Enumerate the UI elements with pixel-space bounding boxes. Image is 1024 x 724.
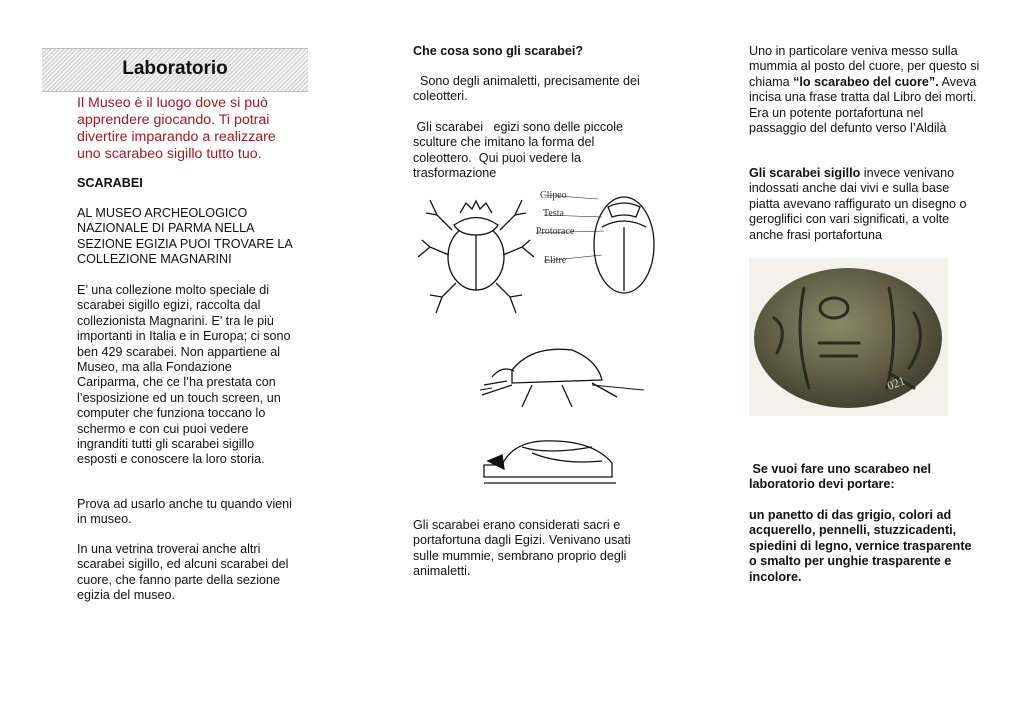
label-elitre: Elitre xyxy=(544,255,567,266)
scarab-side-sculpture-drawing xyxy=(484,441,616,483)
paragraph-sculptures: Gli scarabei egizi sono delle piccole sculture che imitano la forma del coleottero. Qui puoi vedere la trasformazione xyxy=(413,120,627,181)
intro-text: Il Museo è il luogo dove si può apprendere giocando. Ti potrai divertire imparando a realizzare uno scarabeo sigillo tutto tuo. xyxy=(77,95,276,162)
heart-text-c: Aveva incisa una frase tratta dal Libro dei morti. Era un potente portafortuna nel passaggio del defunto verso l’Aldilà xyxy=(749,74,977,136)
scarab-seal-photo xyxy=(749,258,948,416)
paragraph-showcase: In una vetrina troverai anche altri scarabei sigillo, ed alcuni scarabei del cuore, che fanno parte della sezione egizia del museo. xyxy=(77,542,289,603)
label-clipeo: Clipeo xyxy=(540,190,567,201)
seal-scarab-term: Gli scarabei sigillo xyxy=(749,166,861,180)
title-banner xyxy=(42,48,308,92)
paragraph-seal-scarabs xyxy=(749,166,981,243)
paragraph-heart-scarab xyxy=(749,44,981,136)
beetle-top-view-drawing xyxy=(418,200,534,313)
label-testa: Testa xyxy=(543,208,564,219)
heart-scarab-term: “lo scarabeo del cuore”. xyxy=(793,74,939,89)
paragraph-sacred: Gli scarabei erano considerati sacri e portafortuna dagli Egizi. Venivano usati sulle mummie, sembrano proprio degli animaletti. xyxy=(413,518,631,579)
page-title: Laboratorio xyxy=(122,58,228,79)
paragraph-workshop: Se vuoi fare uno scarabeo nel laboratorio devi portare: xyxy=(749,462,935,492)
paragraph-collection: E’ una collezione molto speciale di scarabei sigillo egizi, raccolta dal collezionista Magnarini. E’ tra le più importanti in Italia e in Europa; ci sono ben 429 scarabei. Non appartiene al Museo, ma alla Fondazione Cariparma, che ce l’ha prestata con l’esposizione ed un touch screen, un computer che funziona toccano lo schermo e con cui puoi vedere ingranditi tutti gli scarabei sigillo esposti e conoscere la loro storia. xyxy=(77,283,291,467)
section-heading-scarabei: SCARABEI xyxy=(77,176,143,190)
paragraph-animals: Sono degli animaletti, precisamente dei coleotteri. xyxy=(413,74,644,104)
section-heading-what: Che cosa sono gli scarabei? xyxy=(413,44,584,58)
paragraph-try: Prova ad usarlo anche tu quando vieni in museo. xyxy=(77,497,292,527)
paragraph-museum: AL MUSEO ARCHEOLOGICO NAZIONALE DI PARMA NELLA SEZIONE EGIZIA PUOI TROVARE LA COLLEZIONE MAGNARINI xyxy=(77,206,293,267)
beetle-diagram xyxy=(412,185,662,505)
beetle-side-view-drawing xyxy=(480,349,644,407)
materials-list: un panetto di das grigio, colori ad acquerello, pennelli, stuzzicadenti, spiedini di legno, vernice trasparente o smalto per unghie trasparente e incolore. xyxy=(749,508,972,584)
seal-text: invece venivano indossati anche dai vivi e sulla base piatta avevano raffigurato un disegno o geroglifici con vari significati, a volte anche frasi portafortuna xyxy=(749,166,967,242)
svg-text:021: 021 xyxy=(885,373,907,393)
heart-text-a: Uno in particolare veniva messo sulla mummia al posto del cuore, per questo si chiama xyxy=(749,44,980,89)
label-protorace: Protorace xyxy=(536,226,575,237)
